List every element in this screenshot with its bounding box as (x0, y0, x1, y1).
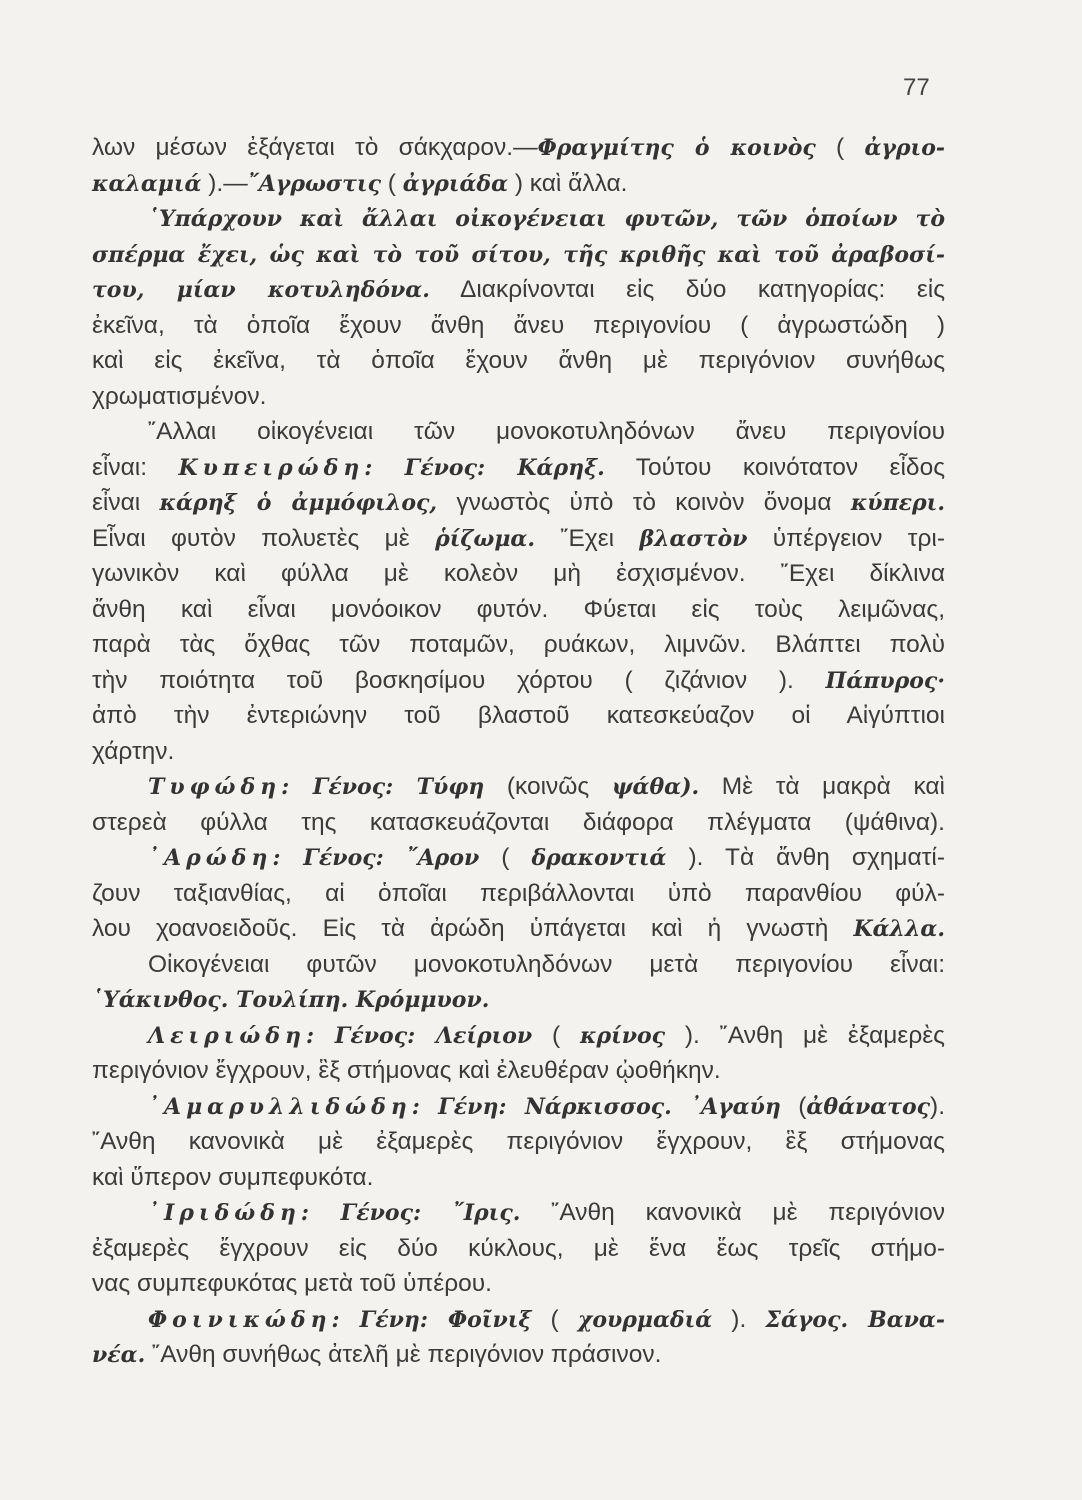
emphasis-term: ῥίζωμα. (435, 525, 536, 552)
emphasis-term: ῾Υπάρχουν καὶ ἄλλαι οἰκογένειαι φυτῶν, τῶν ὁποίων τὸ (148, 206, 945, 232)
text-run: ). (930, 1092, 945, 1120)
text-line (92, 702, 945, 738)
text-run: ) καὶ ἄλλα. (508, 169, 628, 197)
text-line (92, 205, 945, 241)
text-run: ῎Ανθη κανονικὰ μὲ περιγόνιον (520, 1199, 945, 1226)
text-line (92, 1057, 945, 1093)
emphasis-term: σπέρμα ἔχει, ὡς καὶ τὸ τοῦ σίτου, τῆς κριθῆς καὶ τοῦ ἀραβοσί- (92, 241, 945, 268)
emphasis-term: : Γένος: Κάρηξ. (364, 454, 605, 481)
text-line (92, 596, 945, 632)
text-line (92, 560, 945, 596)
text-run: ). (712, 1305, 766, 1333)
text-line (92, 1270, 945, 1306)
emphasis-term: : Γένη: Νάρκισσος. ᾿Αγαύη (411, 1093, 781, 1120)
emphasis-term: : Γένος: Τύφη (281, 774, 485, 800)
text-run: ). Τὰ ἄνθη σχηματί- (666, 844, 945, 871)
text-run: εἶναι: (92, 453, 179, 481)
emphasis-term: ᾿Αμαρυλλιδώδη (148, 1093, 412, 1120)
text-line (92, 1235, 945, 1271)
text-run: ἐκεῖνα, τὰ ὁποῖα ἔχουν ἄνθη ἄνευ περιγονίου ( ἀγρωστώδη ) (92, 311, 945, 339)
text-run: ( (780, 1092, 807, 1120)
emphasis-term: του, μίαν κοτυληδόνα. (92, 277, 430, 303)
text-line (92, 809, 945, 845)
text-line (92, 241, 945, 277)
page-number: 77 (903, 74, 930, 101)
text-line (92, 773, 945, 809)
emphasis-term: Λειριώδη (148, 1022, 306, 1049)
text-line (92, 1164, 945, 1200)
text-run: (κοινῶς (484, 773, 612, 800)
emphasis-term: βλαστὸν (639, 525, 748, 552)
text-line (92, 844, 945, 880)
text-run: καὶ εἰς ἐκεῖνα, τὰ ὁποῖα ἔχουν ἄνθη μὲ περιγόνιον συνήθως (92, 347, 945, 374)
emphasis-term: ἀθάνατος (806, 1093, 931, 1120)
text-line (92, 347, 945, 383)
text-line (92, 631, 945, 667)
emphasis-term: Κυπειρώδη (178, 454, 365, 481)
emphasis-term: : Γένος: ῎Ιρις. (300, 1200, 521, 1226)
emphasis-term: ᾿Αρώδη (148, 845, 273, 871)
text-run: Εἶναι φυτὸν πολυετὲς μὲ (92, 524, 436, 552)
text-run: χάρτην. (92, 737, 175, 765)
text-line (92, 1022, 945, 1058)
emphasis-term: ἀγριο- (864, 135, 946, 161)
text-run: γνωστὸς ὑπὸ τὸ κοινὸν ὄνομα (437, 489, 851, 516)
text-line (92, 525, 945, 561)
text-line (92, 454, 945, 490)
text-run: στερεὰ φύλλα της κατασκευάζονται διάφορα πλέγματα (ψάθινα). (92, 808, 945, 836)
emphasis-term: Φοινικώδη (148, 1306, 332, 1333)
emphasis-term: κάρηξ ὁ ἀμμόφιλος, (159, 490, 438, 516)
text-run: εἶναι (92, 489, 160, 516)
text-line (92, 134, 945, 170)
text-run: γωνικὸν καὶ φύλλα μὲ κολεὸν μὴ ἐσχισμένον. ῎Εχει δίκλινα (92, 560, 945, 587)
text-run: ἄνθη καὶ εἶναι μονόοικον φυτόν. Φύεται εἰς τοὺς λειμῶνας, (92, 595, 945, 623)
text-run: Μὲ τὰ μακρὰ καὶ (699, 773, 945, 800)
emphasis-term: : Γένη: Φοῖνιξ (331, 1306, 532, 1333)
emphasis-term: Τυφώδη (148, 774, 282, 800)
text-line (92, 986, 945, 1022)
text-run: ). ῎Ανθη μὲ ἐξαμερὲς (665, 1021, 945, 1049)
text-run: Διακρίνονται εἰς δύο κατηγορίας: εἰς (429, 276, 946, 303)
text-run: τὴν ποιότητα τοῦ βοσκησίμου χόρτου ( ζιζάνιον ). (92, 666, 826, 694)
text-run: νας συμπεφυκότας μετὰ τοῦ ὑπέρου. (92, 1270, 492, 1297)
text-run: λων μέσων ἐξάγεται τὸ σάκχαρον.— (92, 134, 538, 161)
text-run: Οἰκογένειαι φυτῶν μονοκοτυληδόνων μετὰ περιγονίου εἶναι: (148, 950, 945, 978)
text-line (92, 383, 945, 419)
emphasis-term: Φραγμίτης ὁ κοινὸς (537, 135, 816, 161)
text-run: ( (815, 134, 865, 161)
text-run: περιγόνιον ἔγχρουν, ἓξ στήμονας καὶ ἐλευθέραν ᾠοθήκην. (92, 1057, 721, 1084)
emphasis-term: καλαμιά (92, 170, 202, 197)
text-run: παρὰ τὰς ὄχθας τῶν ποταμῶν, ρυάκων, λιμνῶν. Βλάπτει πολὺ (92, 631, 945, 658)
emphasis-term: ψάθα). (611, 774, 700, 800)
text-run: ῎Ανθη κανονικὰ μὲ ἐξαμερὲς περιγόνιον ἔγχρουν, ἓξ στήμονας (92, 1128, 945, 1155)
emphasis-term: ῾Υάκινθος. Τουλίπη. Κρόμμυον. (92, 987, 490, 1013)
text-line (92, 1341, 945, 1377)
text-run: χρωματισμένον. (92, 382, 267, 410)
emphasis-term: ῎Αγρωστις (247, 170, 381, 197)
text-line (92, 880, 945, 916)
text-run: ( (479, 844, 532, 871)
text-run: ῎Ανθη συνήθως ἀτελῆ μὲ περιγόνιον πράσινον. (145, 1341, 662, 1368)
text-line (92, 951, 945, 987)
text-run: ).— (201, 169, 248, 197)
text-line (92, 915, 945, 951)
emphasis-term: ᾿Ιριδώδη (148, 1200, 301, 1226)
text-run: ῎Εχει (535, 524, 640, 552)
text-line (92, 1093, 945, 1129)
emphasis-term: κρίνος (579, 1022, 666, 1049)
emphasis-term: : Γένος: ῎Αρον (272, 845, 480, 871)
emphasis-term: : Γένος: Λείριον (305, 1022, 533, 1049)
emphasis-term: κύπερι. (850, 490, 945, 516)
text-line (92, 276, 945, 312)
emphasis-term: χουρμαδιά (577, 1306, 713, 1333)
text-run: ζουν ταξιανθίας, αἱ ὁποῖαι περιβάλλονται ὑπὸ παρανθίου φύλ- (92, 879, 945, 907)
text-line (92, 1128, 945, 1164)
emphasis-term: νέα. (92, 1342, 146, 1368)
emphasis-term: Σάγος. Βανα- (765, 1306, 945, 1333)
emphasis-term: ἀγριάδα (402, 170, 509, 197)
text-run: ἀπὸ τὴν ἐντεριώνην τοῦ βλαστοῦ κατεσκεύαζον οἱ Αἰγύπτιοι (92, 702, 945, 729)
text-line (92, 418, 945, 454)
text-run: ἐξαμερὲς ἔγχρουν εἰς δύο κύκλους, μὲ ἕνα ἕως τρεῖς στήμο- (92, 1234, 945, 1262)
text-run: ῎Αλλαι οἰκογένειαι τῶν μονοκοτυληδόνων ἄνευ περιγονίου (148, 418, 945, 445)
text-line (92, 667, 945, 703)
text-line (92, 738, 945, 774)
emphasis-term: Κάλλα. (853, 916, 945, 942)
emphasis-term: δρακοντιά (531, 845, 667, 871)
text-line (92, 489, 945, 525)
emphasis-term: Πάπυρος· (825, 667, 945, 694)
text-run: Τούτου κοινότατον εἶδος (604, 453, 945, 481)
text-line (92, 1306, 945, 1342)
text-run: ( (531, 1305, 578, 1333)
text-run: καὶ ὕπερον συμπεφυκότα. (92, 1163, 374, 1191)
text-run: ( (380, 169, 403, 197)
text-line (92, 1199, 945, 1235)
text-line (92, 312, 945, 348)
text-run: ὑπέργειον τρι- (747, 524, 946, 552)
text-run: λου χοανοειδοῦς. Εἰς τὰ ἀρώδη ὑπάγεται καὶ ἡ γνωστὴ (92, 915, 854, 942)
text-line (92, 170, 945, 206)
body-text (92, 134, 945, 1377)
text-run: ( (532, 1021, 580, 1049)
